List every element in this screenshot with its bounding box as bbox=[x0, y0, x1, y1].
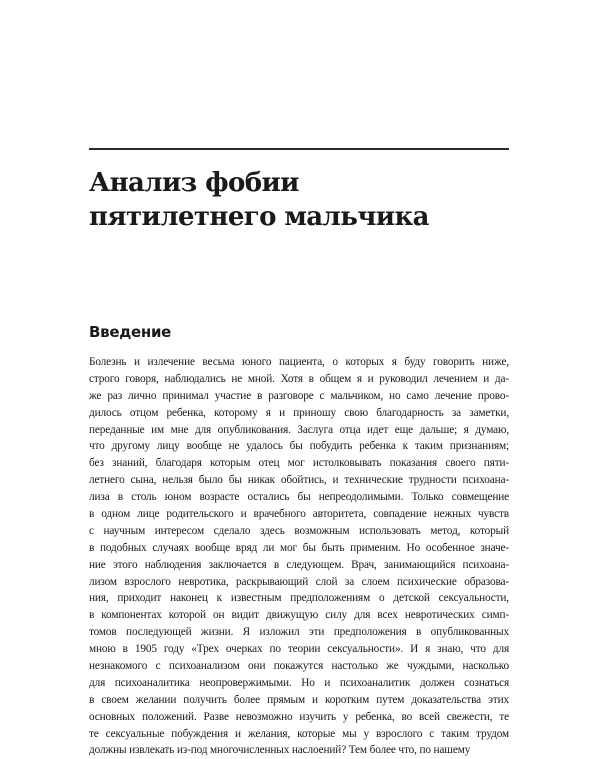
text-line: что другому лицу вообще не удалось бы побудить ребенка к таким признаниям; bbox=[89, 440, 509, 453]
text-line: ние этого наблюдения заключается в следующем. Врач, занимающийся психоана- bbox=[89, 558, 509, 571]
text-line: лиза в столь юном возрасте остались бы непреодолимыми. Только совмещение bbox=[89, 491, 509, 504]
text-line: незнакомого с психоанализом они покажутся настолько же чуждыми, насколько bbox=[89, 660, 509, 673]
chapter-top-rule bbox=[89, 148, 509, 150]
text-line: строго говоря, наблюдались не мной. Хотя в общем я и руководил лечением и да- bbox=[89, 372, 509, 385]
body-paragraph bbox=[89, 354, 509, 759]
text-line: с научным интересом сделало здесь возможным использовать метод, который bbox=[89, 524, 509, 537]
text-line: без знаний, благодаря которым отец мог истолковывать показания своего пяти- bbox=[89, 457, 509, 470]
text-line: в одном лице родительского и врачебного авторитета, совпадение нежных чувств bbox=[89, 508, 509, 521]
text-line: для психоаналитика неопровержимыми. Но и психоаналитик должен сознаться bbox=[89, 676, 509, 689]
text-line: Болезнь и излечение весьма юного пациента, о которых я буду говорить ниже, bbox=[89, 356, 509, 368]
text-line: те сексуальные побуждения и желания, которые мы у взрослого с таким трудом bbox=[89, 727, 509, 740]
text-line: основных положений. Разве невозможно изучить у ребенка, во всей свежести, те bbox=[89, 710, 509, 723]
text-line: в компонентах которой он видит движущую силу для всех невротических симп- bbox=[89, 609, 509, 622]
chapter-title-line-2: пятилетнего мальчика bbox=[89, 202, 429, 232]
text-line: лизом взрослого невротика, раскрывающий слой за слоем психические образова- bbox=[89, 575, 509, 588]
chapter-title bbox=[89, 166, 519, 234]
text-line: переданные им мне для опубликования. Заслуга отца идет еще дальше; я думаю, bbox=[89, 423, 509, 436]
text-line: ния, приходит наконец к известным предположениям о детской сексуальности, bbox=[89, 592, 509, 605]
chapter-title-line-1: Анализ фобии bbox=[89, 168, 299, 198]
text-line: летнего сына, нельзя было бы никак обойтись, и технические трудности психоана- bbox=[89, 474, 509, 487]
text-line: должны извлекать из-под многочисленных наслоений? Тем более что, по нашему bbox=[89, 744, 471, 757]
text-line: же раз лично принимал участие в разговоре с мальчиком, но само лечение прово- bbox=[89, 389, 509, 402]
text-line: в подобных случаях вообще вряд ли мог бы быть применим. Но особенное значе- bbox=[89, 541, 509, 554]
text-line: томов последующей жизни. Я изложил эти предположения в опубликованных bbox=[89, 626, 509, 639]
text-line: в своем желании получить более прямым и коротким путем доказательства этих bbox=[89, 693, 509, 706]
text-line: дилось отцом ребенка, которому я и приношу свою благодарность за заметки, bbox=[89, 406, 509, 419]
text-line: мною в 1905 году «Трех очерках по теории сексуальности». И я знаю, что для bbox=[89, 643, 509, 656]
section-heading: Введение bbox=[89, 323, 172, 341]
